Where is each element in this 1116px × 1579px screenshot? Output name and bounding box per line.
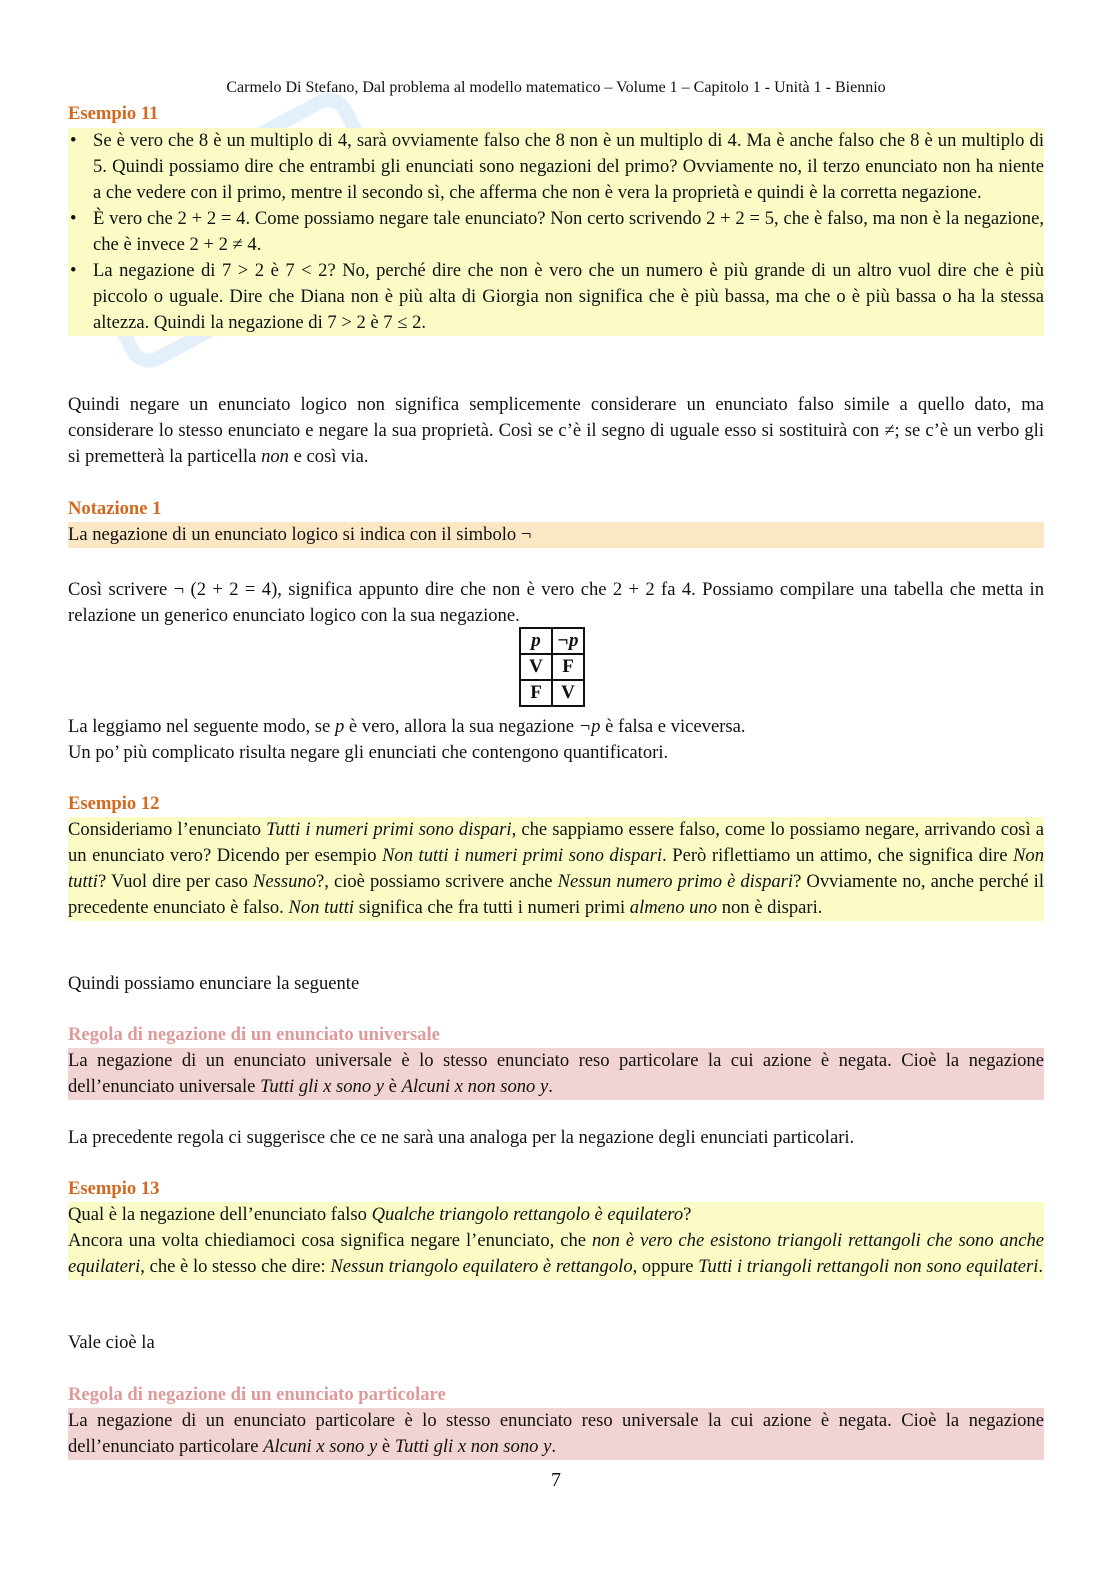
example-13-title: Esempio 13 xyxy=(68,1178,160,1199)
page-number: 7 xyxy=(551,1469,561,1491)
rule-particular-box xyxy=(68,1408,1044,1460)
text-run: , che è lo stesso che dire: xyxy=(140,1256,331,1277)
italic-text: Tutti gli x non sono y xyxy=(394,1436,552,1457)
italic-text: Nessun numero primo è dispari xyxy=(557,871,794,892)
table-header-cell xyxy=(552,628,584,654)
notation-1-title: Notazione 1 xyxy=(68,498,162,519)
truth-table xyxy=(519,627,585,707)
italic-text: non xyxy=(261,446,289,467)
text-run: . xyxy=(551,1436,556,1457)
text-run: Consideriamo l’enunciato xyxy=(68,819,267,840)
example-11-bullet-list xyxy=(68,128,1044,336)
italic-text: Tutti i numeri primi sono dispari xyxy=(266,819,512,840)
paragraph-negation-explanation xyxy=(68,392,1044,470)
table-cell: F xyxy=(520,680,552,706)
italic-text: Alcuni x non sono y xyxy=(401,1076,549,1097)
paragraph-rule-intro: Quindi possiamo enunciare la seguente xyxy=(68,973,360,994)
text-run: ? Vuol dire per caso xyxy=(97,871,253,892)
paragraph-table-reading xyxy=(68,714,1044,740)
text-run: . Però riflettiamo un attimo, che significa dire xyxy=(662,845,1013,866)
bullet-item: • È vero che 2 + 2 = 4. Come possiamo negare tale enunciato? Non certo scrivendo 2 + 2 = 5, che è falso, ma non è la negazione, che è invece 2 + 2 ≠ 4. xyxy=(68,206,1044,258)
example-13-box xyxy=(68,1202,1044,1280)
italic-text: Alcuni x sono y xyxy=(263,1436,378,1457)
paragraph-quantifiers: Un po’ più complicato risulta negare gli enunciati che contengono quantificatori. xyxy=(68,742,669,763)
rule-universal-title: Regola di negazione di un enunciato universale xyxy=(68,1024,440,1045)
italic-text: Non tutti i numeri primi sono dispari xyxy=(382,845,663,866)
example-12-box xyxy=(68,817,1044,921)
example-13-question xyxy=(68,1202,1044,1228)
paragraph-truth-table-intro: Così scrivere ¬ (2 + 2 = 4), significa appunto dire che non è vero che 2 + 2 fa 4. Possiamo compilare una tabella che metta in relazione un generico enunciato logico con la sua negazione. xyxy=(68,579,1044,626)
italic-text: non è vero che esistono triangoli rettangoli che sono anche equilateri xyxy=(68,1230,1044,1277)
italic-text: p xyxy=(334,716,345,737)
text-run: ? xyxy=(683,1204,692,1225)
table-header-row xyxy=(520,628,584,654)
italic-text: Non tutti xyxy=(288,897,355,918)
table-row xyxy=(520,680,584,706)
table-row xyxy=(520,654,584,680)
example-11-box xyxy=(68,128,1044,336)
rule-universal-box xyxy=(68,1048,1044,1100)
bullet-item: • Se è vero che 8 è un multiplo di 4, sarà ovviamente falso che 8 non è un multiplo di 4. Ma è anche falso che 8 è un multiplo di 5. Quindi possiamo dire che entrambi gli enunciati sono negazioni del primo? Ovviamente no, il terzo enunciato non ha niente a che vedere con il primo, mentre il secondo sì, che afferma che non è vera la proprietà e quindi è la corretta negazione. xyxy=(68,128,1044,206)
text-run: Qual è la negazione dell’enunciato falso xyxy=(68,1204,372,1225)
paragraph-analog-rule: La precedente regola ci suggerisce che ce ne sarà una analoga per la negazione degli enunciati particolari. xyxy=(68,1127,855,1148)
text-run: La negazione di un enunciato universale è lo stesso enunciato reso particolare la cui azione è negata. Cioè la negazione dell’enunciato universale xyxy=(68,1050,1044,1097)
text-run: è falsa e viceversa. xyxy=(600,716,746,737)
rule-particular-title: Regola di negazione di un enunciato particolare xyxy=(68,1384,446,1405)
italic-text: Non tutti xyxy=(68,845,1044,892)
text-run: ? Ovviamente no, anche perché il precedente enunciato è falso. xyxy=(68,871,1044,918)
table-cell: V xyxy=(552,680,584,706)
paragraph-vale-cioe: Vale cioè la xyxy=(68,1332,155,1353)
italic-text: ¬p xyxy=(578,716,601,737)
header-p: p xyxy=(531,630,541,651)
italic-text: Qualche triangolo rettangolo è equilatero xyxy=(371,1204,684,1225)
header-not-p: ¬p xyxy=(557,630,579,651)
italic-text: Nessuno xyxy=(252,871,316,892)
italic-text: almeno uno xyxy=(629,897,718,918)
text-run: Quindi negare un enunciato logico non significa semplicemente considerare un enunciato falso simile a quello dato, ma considerare lo stesso enunciato e negare la sua proprietà. Così se c’è il segno di uguale esso si sostituirà con ≠; se c’è un verbo gli si premetterà la particella xyxy=(68,394,1044,467)
table-header-cell xyxy=(520,628,552,654)
text-run: . xyxy=(1038,1256,1044,1277)
text-run: ?, cioè possiamo scrivere anche xyxy=(316,871,558,892)
bullet-item: • La negazione di 7 > 2 è 7 < 2? No, perché dire che non è vero che un numero è più grande di un altro vuol dire che è più piccolo o uguale. Dire che Diana non è più alta di Giorgia non significa che è più bassa, ma che o è più bassa o ha la stessa altezza. Quindi la negazione di 7 > 2 è 7 ≤ 2. xyxy=(68,258,1044,336)
italic-text: Tutti gli x sono y xyxy=(260,1076,385,1097)
table-cell: F xyxy=(552,654,584,680)
text-run: è xyxy=(377,1436,395,1457)
example-13-answer xyxy=(68,1228,1044,1280)
text-run: Ancora una volta chiediamoci cosa significa negare l’enunciato, che xyxy=(68,1230,592,1251)
text-run: . xyxy=(548,1076,553,1097)
example-11-title: Esempio 11 xyxy=(68,103,159,124)
text-run: è vero, allora la sua negazione xyxy=(344,716,579,737)
italic-text: Nessun triangolo equilatero è rettangolo xyxy=(330,1256,633,1277)
running-header: Carmelo Di Stefano, Dal problema al modello matematico – Volume 1 – Capitolo 1 - Unità 1 - Biennio xyxy=(226,79,886,96)
text-run: , oppure xyxy=(632,1256,699,1277)
text-run: è xyxy=(384,1076,402,1097)
italic-text: Tutti i triangoli rettangoli non sono equilateri xyxy=(698,1256,1039,1277)
text-run: non è dispari. xyxy=(717,897,823,918)
example-12-title: Esempio 12 xyxy=(68,793,160,814)
text-run: , che sappiamo essere falso, come lo possiamo negare, arrivando così a un enunciato vero? Dicendo per esempio xyxy=(68,819,1045,866)
notation-1-text: La negazione di un enunciato logico si indica con il simbolo ¬ xyxy=(68,522,1044,548)
table-cell: V xyxy=(520,654,552,680)
text-run: e così via. xyxy=(288,446,369,467)
text-run: significa che fra tutti i numeri primi xyxy=(354,897,630,918)
text-run: La leggiamo nel seguente modo, se xyxy=(68,716,335,737)
text-run: La negazione di un enunciato particolare è lo stesso enunciato reso universale la cui azione è negata. Cioè la negazione dell’enunciato particolare xyxy=(68,1410,1044,1457)
